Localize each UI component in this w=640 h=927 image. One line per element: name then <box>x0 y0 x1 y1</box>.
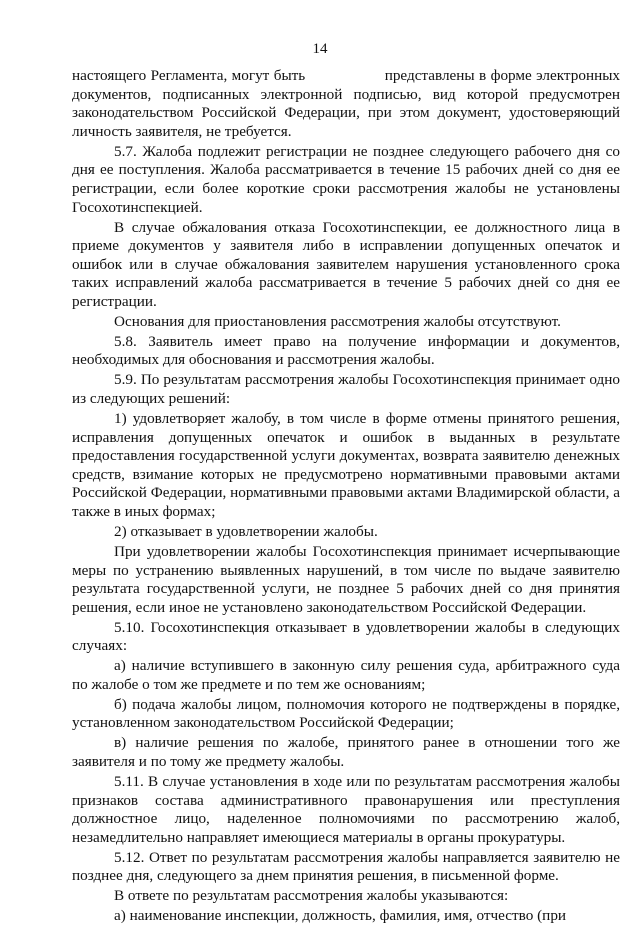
paragraph: 5.7. Жалоба подлежит регистрации не позднее следующего рабочего дня со дня ее поступления. Жалоба рассматривается в течение 15 рабочих дней со дня ее регистрации, если более короткие сроки рассмотрения жалобы не установлены Госохотинспекцией. <box>72 142 620 216</box>
paragraph: 2) отказывает в удовлетворении жалобы. <box>114 522 378 540</box>
paragraph: При удовлетворении жалобы Госохотинспекция принимает исчерпывающие меры по устранению выявленных нарушений, в том числе по выдаче заявителю результата государственной услуги, не позднее 5 рабочих дней со дня принятия решения, если иное не установлено законодательством Российской Федерации. <box>72 542 620 616</box>
paragraph: 5.8. Заявитель имеет право на получение информации и документов, необходимых для обоснования и рассмотрения жалобы. <box>72 332 620 369</box>
paragraph: В случае обжалования отказа Госохотинспекции, ее должностного лица в приеме документов у заявителя либо в исправлении допущенных опечаток и ошибок или в случае обжалования заявителем нарушения установленного срока таких исправлений жалоба рассматривается в течение 5 рабочих дней со дня ее регистрации. <box>72 218 620 310</box>
paragraph: В ответе по результатам рассмотрения жалобы указываются: <box>114 887 509 905</box>
paragraph: 5.9. По результатам рассмотрения жалобы Госохотинспекция принимает одно из следующих решений: <box>72 371 620 408</box>
document-body <box>72 67 624 927</box>
paragraph: в) наличие решения по жалобе, принятого ранее в отношении того же заявителя и по тому же предмету жалобы. <box>72 734 620 771</box>
paragraph: б) подача жалобы лицом, полномочия которого не подтверждены в порядке, установленном законодательством Российской Федерации; <box>72 695 620 732</box>
paragraph: Основания для приостановления рассмотрения жалобы отсутствуют. <box>114 312 561 330</box>
paragraph: 5.10. Госохотинспекция отказывает в удовлетворении жалобы в следующих случаях: <box>72 618 620 655</box>
paragraph: 1) удовлетворяет жалобу, в том числе в форме отмены принятого решения, исправления допущенных опечаток и ошибок в выданных в результате предоставления государственной услуги документах, возврата заявителю денежных средств, взимание которых не предусмотрено нормативными правовыми актами Российской Федерации, нормативными правовыми актами Владимирской области, а также в иных формах; <box>72 410 620 520</box>
paragraph: 5.12. Ответ по результатам рассмотрения жалобы направляется заявителю не позднее дня, следующего за днем принятия решения, в письменной форме. <box>72 848 620 885</box>
paragraph: а) наименование инспекции, должность, фамилия, имя, отчество (при <box>114 907 567 925</box>
paragraph: 5.11. В случае установления в ходе или по результатам рассмотрения жалобы признаков состава административного правонарушения или преступления должностное лицо, наделенное полномочиями по рассмотрению жалоб, незамедлительно направляет имеющиеся материалы в органы прокуратуры. <box>72 773 620 846</box>
paragraph: а) наличие вступившего в законную силу решения суда, арбитражного суда по жалобе о том же предмете и по тем же основаниям; <box>72 657 620 693</box>
paragraph: настоящего Регламента, могут быть представлены в форме электронных документов, подписанных электронной подписью, вид которой предусмотрен законодательством Российской Федерации, при этом документ, удостоверяющий личность заявителя, не требуется. <box>72 67 624 140</box>
page-number: 14 <box>312 41 328 57</box>
